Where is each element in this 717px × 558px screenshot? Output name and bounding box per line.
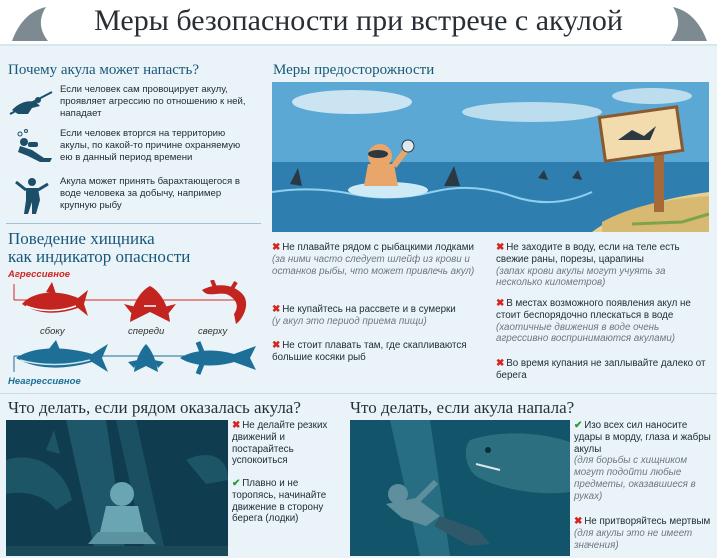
cross-icon: ✖: [574, 516, 583, 527]
shark-fin-icon: [669, 5, 709, 41]
reason-item: [6, 84, 256, 128]
underwater-attack-illustration: [350, 420, 570, 556]
cross-icon: ✖: [272, 340, 281, 351]
behavior-title-line1: Поведение хищника: [8, 229, 155, 248]
behavior-title-line2: как индикатор опасности: [8, 247, 191, 266]
near-rule-move: [232, 478, 328, 525]
rule-far-from-shore: [496, 358, 710, 382]
rule-fish-schools: [272, 340, 494, 364]
attacked-rule-fight: [574, 420, 714, 503]
reason-item: [6, 128, 256, 172]
beach-scene-illustration: [272, 82, 709, 232]
rule-text: Плавно и не торопясь, начинайте движение в сторону берега (лодки): [232, 478, 327, 525]
rule-note: (запах крови акулы могут учуять за несколько километров): [496, 265, 666, 289]
near-rule-calm: [232, 420, 328, 467]
reason-item: [6, 176, 256, 220]
caption-top: сверху: [198, 326, 228, 337]
rule-note: (у акул это период приема пищи): [272, 315, 427, 327]
caption-front: спереди: [128, 326, 165, 337]
rule-fishing-boats: [272, 242, 494, 277]
rule-text: В местах возможного появления акул не стоит беспорядочно плескаться в воде: [496, 298, 691, 321]
rule-note: (для борьбы с хищником могут подойти любые предметы, оказавшиеся в руках): [574, 455, 696, 502]
rule-text: Не притворяйтесь мертвым: [584, 516, 711, 527]
rule-text: Не заходите в воду, если на теле есть свежие раны, порезы, царапины: [496, 242, 680, 265]
precautions-title: Меры предосторожности: [273, 62, 435, 78]
attacked-title: Что делать, если акула напала?: [350, 398, 575, 417]
aggressive-shark-side: [20, 282, 90, 322]
rule-dawn-dusk: [272, 304, 494, 328]
non-aggressive-shark-top: [178, 340, 260, 376]
aggressive-shark-front: [122, 282, 178, 324]
cross-icon: ✖: [496, 298, 505, 309]
rule-text: Не купайтесь на рассвете и в сумерки: [282, 304, 456, 315]
rule-note: (хаотичные движения в воде очень агрессивно воспринимаются акулами): [496, 321, 676, 345]
why-title: Почему акула может напасть?: [8, 62, 199, 78]
reason-text: Акула может принять барахтающегося в воде человека за добычу, например крупную рыбу: [60, 176, 240, 211]
cross-icon: ✖: [232, 420, 241, 431]
rule-text: Во время купания не заплывайте далеко от берега: [496, 358, 706, 381]
diver-icon: [6, 128, 56, 168]
aggressive-shark-top: [196, 280, 254, 326]
section-divider: [6, 223, 261, 224]
rule-note: (за ними часто следует шлейф из крови и останков рыбы, что может привлечь акул): [272, 253, 475, 277]
behavior-title: [8, 230, 190, 266]
rule-text: Не плавайте рядом с рыбацкими лодками: [282, 242, 474, 253]
near-title: Что делать, если рядом оказалась акула?: [8, 398, 301, 417]
header: [0, 0, 717, 46]
page-title: Меры безопасности при встрече с акулой: [94, 4, 623, 37]
reason-text: Если человек сам провоцирует акулу, проявляет агрессию по отношению к ней, нападает: [60, 84, 246, 119]
non-aggressive-label: Неагрессивное: [8, 376, 81, 387]
aggressive-label: Агрессивное: [8, 269, 71, 280]
check-icon: ✔: [232, 478, 241, 489]
attacked-rule-no-dead: [574, 516, 714, 551]
spearfisher-icon: [6, 84, 56, 124]
swimmer-icon: [6, 176, 56, 216]
rule-text: Не стоит плавать там, где скапливаются большие косяки рыб: [272, 340, 467, 363]
underwater-calm-illustration: [6, 420, 228, 556]
cross-icon: ✖: [496, 358, 505, 369]
check-icon: ✔: [574, 420, 583, 431]
rule-wounds: [496, 242, 710, 289]
reason-text: Если человек вторгся на территорию акулы, по какой-то причине охраняемую ею в данный период времени: [60, 128, 241, 163]
rule-text: Не делайте резких движений и постарайтесь успокоиться: [232, 420, 328, 467]
rule-text: Изо всех сил наносите удары в морду, глаза и жабры акулы: [574, 420, 711, 455]
rule-splashing: [496, 298, 710, 345]
cross-icon: ✖: [496, 242, 505, 253]
section-divider: [0, 393, 717, 394]
cross-icon: ✖: [272, 304, 281, 315]
cross-icon: ✖: [272, 242, 281, 253]
non-aggressive-shark-front: [126, 342, 166, 374]
rule-note: (для акулы это не имеет значения): [574, 527, 693, 551]
non-aggressive-shark-side: [14, 340, 110, 374]
caption-side: сбоку: [40, 326, 65, 337]
